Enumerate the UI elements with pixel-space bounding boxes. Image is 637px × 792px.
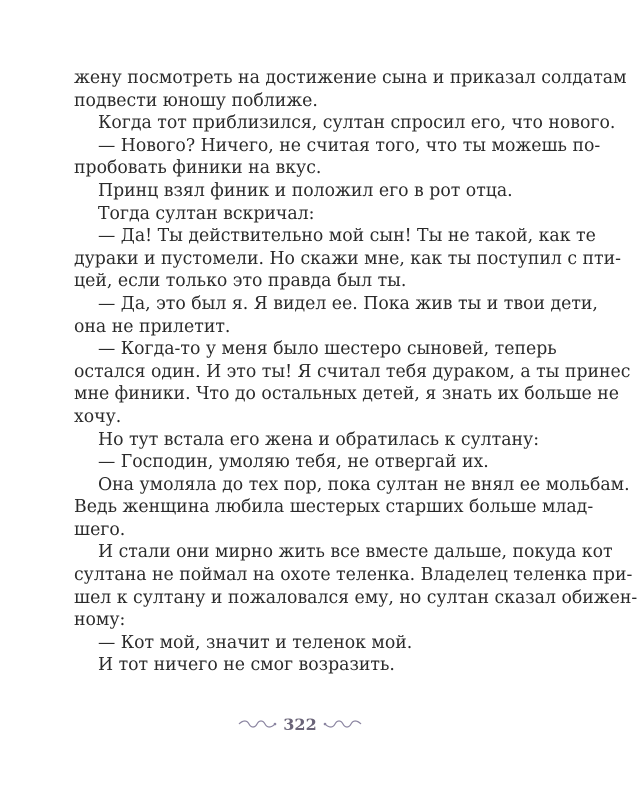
text-line: пробовать финики на вкус. [74, 158, 322, 179]
text-line: — Когда-то у меня было шестеро сыновей, теперь [98, 339, 557, 360]
text-line: султана не поймал на охоте теленка. Владелец теленка при- [74, 565, 633, 586]
text-line: цей, если только это правда был ты. [74, 271, 407, 292]
text-line: — Господин, умоляю тебя, не отвергай их. [98, 452, 489, 473]
page-footer [0, 712, 600, 736]
text-line: ному: [74, 610, 126, 631]
text-line: Она умоляла до тех пор, пока султан не внял ее мольбам. [98, 474, 630, 495]
text-line: мне финики. Что до остальных детей, я знать их больше не [74, 384, 620, 405]
text-line: она не прилетит. [74, 316, 231, 337]
text-line: И тот ничего не смог возразить. [98, 655, 395, 676]
left-ornament-icon [237, 719, 277, 729]
text-line: дураки и пустомели. Но скажи мне, как ты поступил с пти- [74, 248, 621, 269]
page-number: 322 [283, 714, 317, 734]
text-line: Принц взял финик и положил его в рот отца. [98, 180, 513, 201]
text-line: — Да! Ты действительно мой сын! Ты не такой, как те [98, 226, 596, 247]
text-line: Ведь женщина любила шестерых старших больше млад- [74, 497, 594, 518]
text-line: И стали они мирно жить все вместе дальше, покуда кот [98, 542, 613, 563]
text-line: остался один. И это ты! Я считал тебя дураком, а ты принес [74, 361, 631, 382]
text-line: шел к султану и пожаловался ему, но султан сказал обижен- [74, 587, 637, 608]
text-line: подвести юношу поближе. [74, 90, 318, 111]
text-line: — Нового? Ничего, не считая того, что ты можешь по- [98, 135, 601, 156]
text-line: Когда тот приблизился, султан спросил его, что нового. [98, 113, 616, 134]
text-line: Тогда султан вскричал: [98, 203, 315, 224]
right-ornament-icon [323, 719, 363, 729]
text-line: шего. [74, 519, 126, 540]
text-line: хочу. [74, 406, 122, 427]
text-line: — Кот мой, значит и теленок мой. [98, 632, 413, 653]
text-line: жену посмотреть на достижение сына и приказал солдатам [74, 68, 627, 88]
text-line: Но тут встала его жена и обратилась к султану: [98, 429, 540, 450]
body-text [74, 67, 637, 677]
text-line: — Да, это был я. Я видел ее. Пока жив ты и твои дети, [98, 293, 598, 314]
